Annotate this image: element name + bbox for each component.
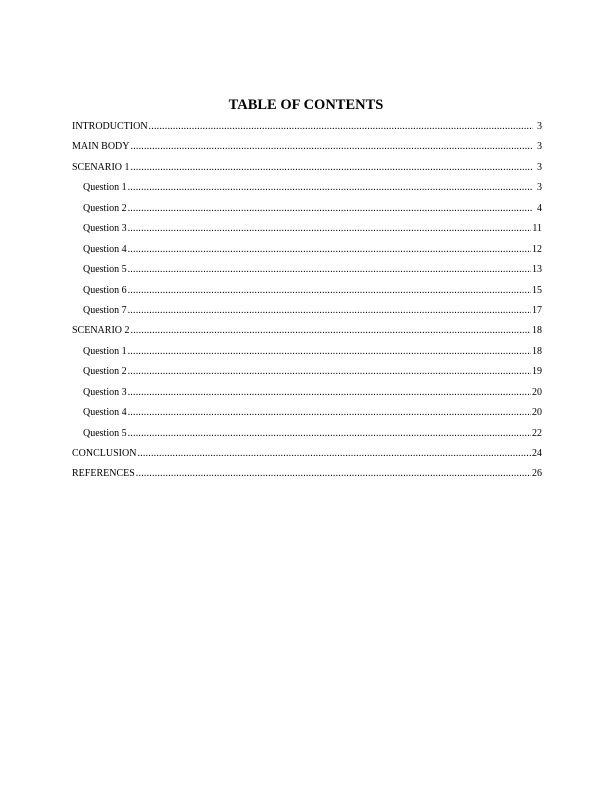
- toc-entry-page-number: 3: [537, 182, 542, 194]
- toc-dot-leader: [128, 364, 531, 380]
- toc-entry-page-number: 15: [532, 284, 542, 296]
- toc-entry-page-number: 26: [532, 468, 542, 480]
- toc-entry[interactable]: [72, 201, 542, 221]
- toc-dot-leader: [149, 119, 533, 135]
- toc-entry-label: Question 5: [83, 264, 127, 276]
- toc-entry[interactable]: [72, 160, 542, 180]
- toc-entry-page-number: 12: [532, 243, 542, 255]
- toc-dot-leader: [137, 446, 531, 462]
- toc-entry-page-number: 20: [532, 386, 542, 398]
- toc-entry[interactable]: [72, 466, 542, 486]
- toc-entry[interactable]: [72, 139, 542, 159]
- toc-dot-leader: [131, 323, 531, 339]
- toc-dot-leader: [128, 283, 531, 299]
- toc-entry[interactable]: [72, 446, 542, 466]
- toc-dot-leader: [128, 426, 531, 442]
- toc-entry[interactable]: [72, 119, 542, 139]
- toc-entry[interactable]: [72, 221, 542, 241]
- toc-entry[interactable]: [72, 303, 542, 323]
- toc-entry-label: Question 4: [83, 243, 127, 255]
- toc-entry-page-number: 3: [537, 141, 542, 153]
- toc-entry-label: Question 1: [83, 345, 127, 357]
- toc-entry-page-number: 24: [532, 448, 542, 459]
- toc-dot-leader: [136, 466, 531, 482]
- toc-entry-label: SCENARIO 1: [72, 161, 130, 173]
- toc-entry-label: Question 6: [83, 284, 127, 296]
- table-of-contents: [72, 119, 542, 487]
- toc-dot-leader: [131, 160, 533, 176]
- toc-entry[interactable]: [72, 262, 542, 282]
- toc-entry-page-number: 13: [532, 264, 542, 276]
- toc-entry[interactable]: [72, 180, 542, 200]
- toc-entry-label: Question 1: [83, 182, 127, 194]
- toc-entry-label: Question 2: [83, 202, 127, 214]
- toc-entry-page-number: 4: [537, 202, 542, 214]
- toc-entry-label: MAIN BODY: [72, 141, 130, 153]
- page-title: TABLE OF CONTENTS: [228, 97, 384, 113]
- toc-entry-page-number: 20: [532, 407, 542, 419]
- toc-entry[interactable]: [72, 283, 542, 303]
- toc-entry-page-number: 19: [532, 366, 542, 378]
- toc-entry-label: Question 7: [83, 304, 127, 316]
- toc-dot-leader: [128, 242, 531, 258]
- toc-entry-page-number: 17: [532, 304, 542, 316]
- toc-entry-label: INTRODUCTION: [72, 121, 148, 132]
- toc-entry-page-number: 18: [532, 345, 542, 357]
- toc-entry-label: SCENARIO 2: [72, 325, 130, 337]
- toc-entry[interactable]: [72, 385, 542, 405]
- toc-dot-leader: [128, 344, 531, 360]
- toc-dot-leader: [128, 262, 531, 278]
- toc-entry[interactable]: [72, 426, 542, 446]
- toc-entry-label: CONCLUSION: [72, 448, 137, 459]
- toc-entry[interactable]: [72, 323, 542, 343]
- toc-entry-label: Question 2: [83, 366, 127, 378]
- toc-dot-leader: [128, 201, 533, 217]
- toc-dot-leader: [128, 303, 531, 319]
- toc-entry-label: REFERENCES: [72, 468, 135, 480]
- toc-dot-leader: [128, 180, 533, 196]
- toc-entry-page-number: 3: [537, 121, 542, 132]
- toc-entry-label: Question 3: [83, 386, 127, 398]
- toc-entry-page-number: 3: [537, 161, 542, 173]
- toc-entry-page-number: 11: [532, 223, 542, 235]
- toc-entry[interactable]: [72, 242, 542, 262]
- toc-entry-label: Question 4: [83, 407, 127, 419]
- toc-entry-label: Question 5: [83, 427, 127, 439]
- toc-entry-page-number: 18: [532, 325, 542, 337]
- toc-dot-leader: [131, 139, 534, 155]
- toc-entry[interactable]: [72, 405, 542, 425]
- toc-dot-leader: [128, 385, 531, 401]
- toc-entry-page-number: 22: [532, 427, 542, 439]
- toc-entry[interactable]: [72, 344, 542, 364]
- toc-dot-leader: [128, 405, 531, 421]
- toc-entry[interactable]: [72, 364, 542, 384]
- toc-entry-label: Question 3: [83, 223, 127, 235]
- toc-dot-leader: [128, 221, 532, 237]
